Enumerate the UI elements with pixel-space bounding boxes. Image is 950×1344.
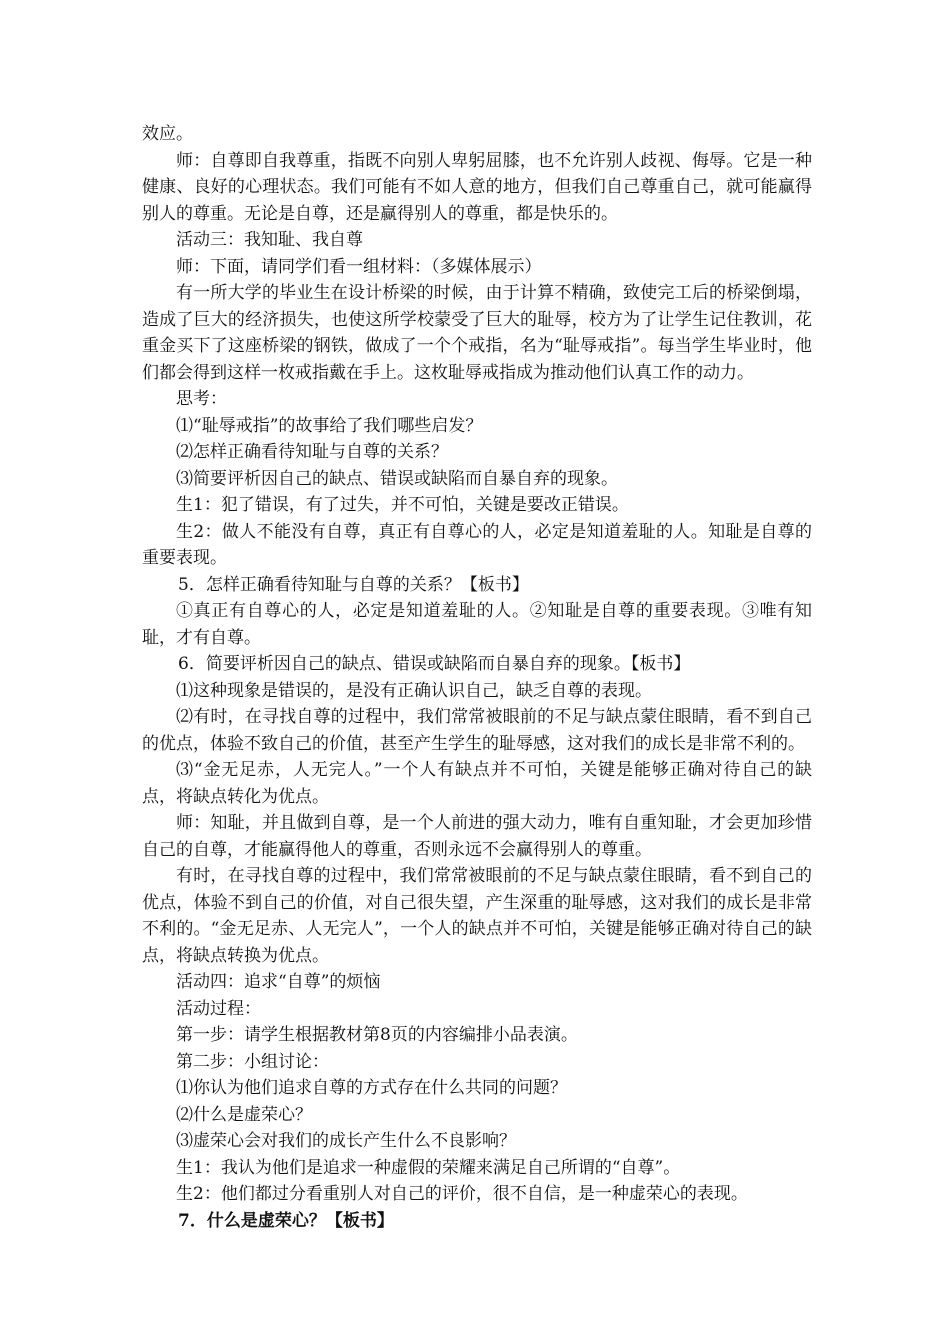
paragraph: ⑶虚荣心会对我们的成长产生什么不良影响？ <box>176 1131 516 1151</box>
paragraph: 效应。 <box>142 124 193 144</box>
paragraph: 师：知耻，并且做到自尊，是一个人前进的强大动力，唯有自重知耻，才会更加珍惜自己的自尊，才能赢得他人的尊重，否则永远不会赢得别人的尊重。 <box>142 813 812 860</box>
paragraph: 活动三：我知耻、我自尊 <box>176 230 363 250</box>
paragraph: ⑵什么是虚荣心？ <box>176 1104 312 1125</box>
document-body <box>142 121 812 1234</box>
paragraph: 思考： <box>176 389 227 409</box>
paragraph: 第二步：小组讨论： <box>176 1051 329 1072</box>
paragraph: 5．怎样正确看待知耻与自尊的关系？【板书】 <box>178 574 529 595</box>
paragraph: 生2：他们都过分看重别人对自己的评价，很不自信，是一种虚荣心的表现。 <box>176 1184 748 1204</box>
paragraph: ⑴你认为他们追求自尊的方式存在什么共同的问题？ <box>176 1078 567 1098</box>
paragraph: 师：自尊即自我尊重，指既不向别人卑躬屈膝，也不允许别人歧视、侮辱。它是一种健康、良好的心理状态。我们可能有不如人意的地方，但我们自己尊重自己，就可能赢得别人的尊重。无论是自尊，还是赢得别人的尊重，都是快乐的。 <box>142 150 812 224</box>
paragraph: 有一所大学的毕业生在设计桥梁的时候，由于计算不精确，致使完工后的桥梁倒塌，造成了巨大的经济损失，也使这所学校蒙受了巨大的耻辱，校方为了让学生记住教训，花重金买下了这座桥梁的钢铁，做成了一个个戒指，名为“耻辱戒指”。每当学生毕业时，他们都会得到这样一枚戒指戴在手上。这枚耻辱戒指成为推动他们认真工作的动力。 <box>142 283 812 383</box>
paragraph: 师：下面，请同学们看一组材料：（多媒体展示） <box>176 256 542 277</box>
paragraph: ⑵有时，在寻找自尊的过程中，我们常常被眼前的不足与缺点蒙住眼睛，看不到自己的优点，体验不致自己的价值，甚至产生学生的耻辱感，这对我们的成长是非常不利的。 <box>142 707 812 754</box>
paragraph: 生2：做人不能没有自尊，真正有自尊心的人，必定是知道羞耻的人。知耻是自尊的重要表现。 <box>142 521 812 568</box>
paragraph: ⑶“金无足赤，人无完人。”一个人有缺点并不可怕，关键是能够正确对待自己的缺点，将缺点转化为优点。 <box>142 760 812 807</box>
paragraph: 6．简要评析因自己的缺点、错误或缺陷而自暴自弃的现象。【板书】 <box>178 654 691 674</box>
paragraph: ⑴“耻辱戒指”的故事给了我们哪些启发？ <box>176 415 483 436</box>
paragraph: 有时，在寻找自尊的过程中，我们常常被眼前的不足与缺点蒙住眼睛，看不到自己的优点，体验不到自己的价值，对自己很失望，产生深重的耻辱感，这对我们的成长是非常不利的。“金无足赤、人无完人”，一个人的缺点并不可怕，关键是能够正确对待自己的缺点，将缺点转换为优点。 <box>142 866 812 966</box>
paragraph: 生1：犯了错误，有了过失，并不可怕，关键是要改正错误。 <box>176 495 629 515</box>
paragraph: 第一步：请学生根据教材第8页的内容编排小品表演。 <box>176 1025 578 1045</box>
paragraph: ①真正有自尊心的人，必定是知道羞耻的人。②知耻是自尊的重要表现。③唯有知耻，才有自尊。 <box>142 601 812 648</box>
paragraph: 7．什么是虚荣心？【板书】 <box>178 1210 394 1231</box>
paragraph: ⑴这种现象是错误的，是没有正确认识自己，缺乏自尊的表现。 <box>176 680 652 701</box>
paragraph: 活动四：追求“自尊”的烦恼 <box>176 972 381 992</box>
paragraph: 活动过程： <box>176 998 261 1019</box>
paragraph: ⑵怎样正确看待知耻与自尊的关系？ <box>176 442 448 462</box>
paragraph: ⑶简要评析因自己的缺点、错误或缺陷而自暴自弃的现象。 <box>176 468 618 489</box>
paragraph: 生1：我认为他们是追求一种虚假的荣耀来满足自己所谓的“自尊”。 <box>176 1157 681 1178</box>
